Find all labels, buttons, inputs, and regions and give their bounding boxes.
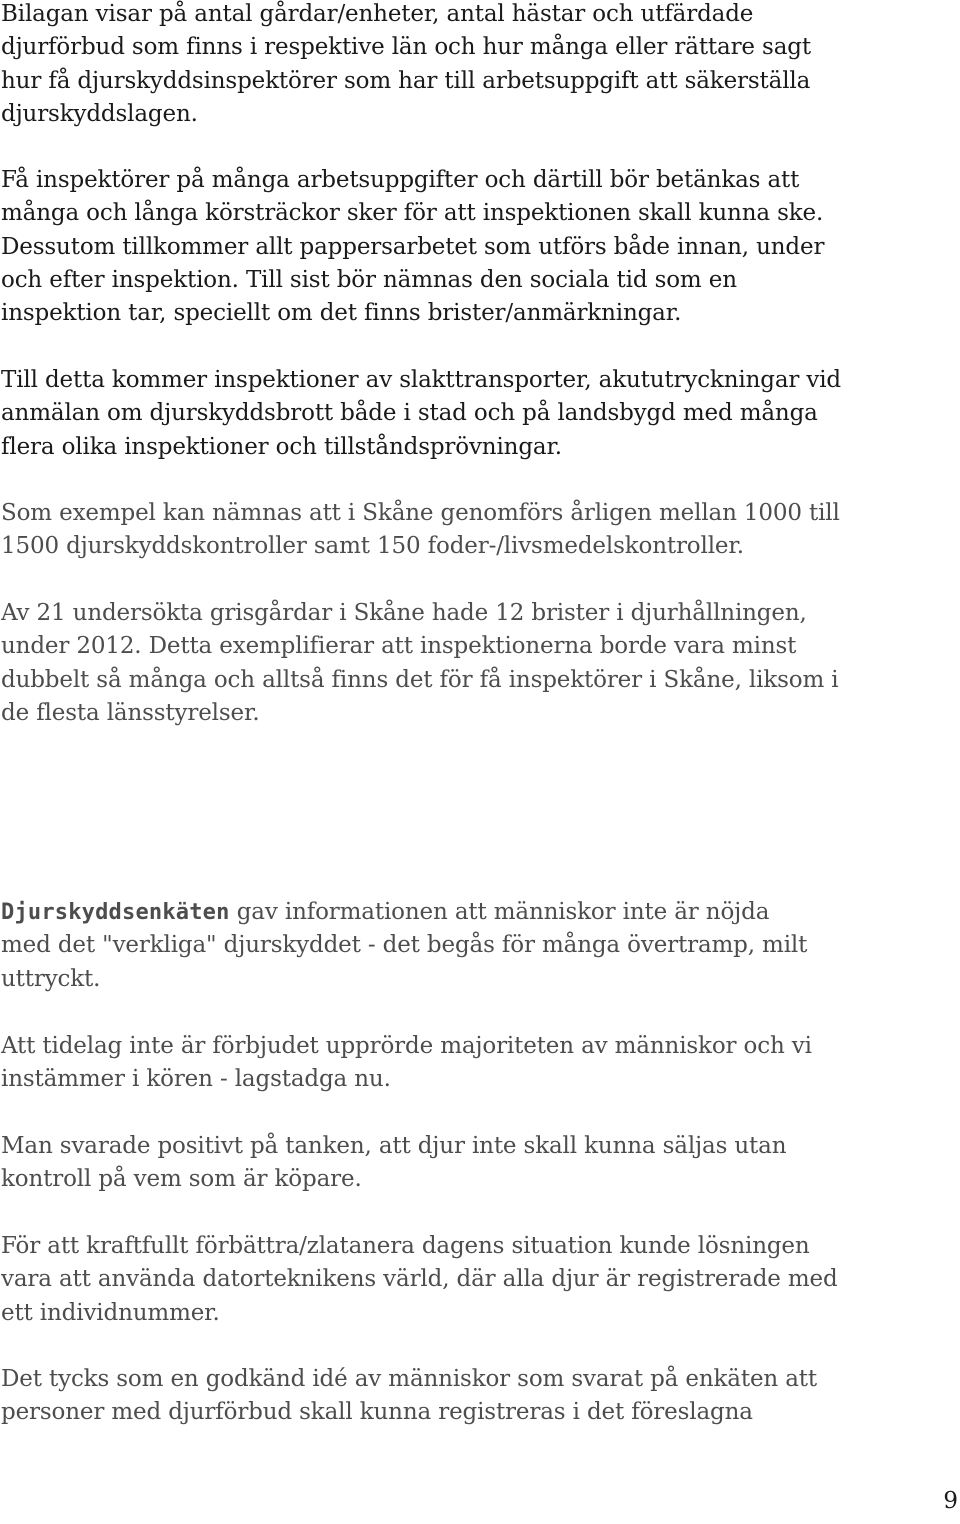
- text-line: uttryckt.: [1, 965, 101, 992]
- text-line: Som exempel kan nämnas att i Skåne genomförs årligen mellan 1000 till: [1, 500, 840, 526]
- text-line: För att kraftfullt förbättra/zlatanera dagens situation kunde lösningen: [1, 1233, 810, 1259]
- text-line: med det "verkliga" djurskyddet - det begås för många övertramp, milt: [1, 932, 808, 959]
- text-line: Man svarade positivt på tanken, att djur inte skall kunna säljas utan: [1, 1133, 787, 1159]
- paragraph-bilagan: [1, 0, 957, 131]
- text-line: Få inspektörer på många arbetsuppgifter och därtill bör betänkas att: [1, 167, 800, 193]
- text-line: kontroll på vem som är köpare.: [1, 1166, 362, 1193]
- text-line: hur få djurskyddsinspektörer som har till arbetsuppgift att säkerställa: [1, 67, 811, 94]
- text-line: många och långa körsträckor sker för att inspektionen skall kunna ske.: [1, 200, 824, 227]
- text-line: vara att använda datorteknikens värld, där alla djur är registrerade med: [1, 1266, 838, 1293]
- paragraph-grisgardar: [1, 597, 957, 730]
- paragraph-register: [1, 1363, 957, 1430]
- text-line: dubbelt så många och alltså finns det för få inspektörer i Skåne, liksom i: [1, 666, 839, 693]
- paragraph-slakttransporter: [1, 364, 957, 464]
- paragraph-datorteknik: [1, 1230, 957, 1330]
- paragraph-salja-djur: [1, 1130, 957, 1197]
- text-line: Dessutom tillkommer allt pappersarbetet som utförs både innan, under: [1, 233, 825, 260]
- text-line: Till detta kommer inspektioner av slakttransporter, akututryckningar vid: [1, 367, 842, 393]
- text-line: djurförbud som finns i respektive län och hur många eller rättare sagt: [1, 34, 811, 61]
- text-line: under 2012. Detta exemplifierar att inspektionerna borde vara minst: [1, 633, 797, 660]
- text-line: flera olika inspektioner och tillståndsprövningar.: [1, 433, 562, 460]
- text-line: Det tycks som en godkänd idé av människor som svarat på enkäten att: [1, 1366, 817, 1392]
- paragraph-djurskyddsenkaten: [1, 896, 957, 996]
- text-line: inspektion tar, speciellt om det finns brister/anmärkningar.: [1, 300, 682, 327]
- text-run: gav informationen att människor inte är nöjda: [229, 899, 770, 925]
- text-line: och efter inspektion. Till sist bör nämnas den sociala tid som en: [1, 266, 737, 293]
- text-line: personer med djurförbud skall kunna registreras i det föreslagna: [1, 1399, 753, 1426]
- text-line: de flesta länsstyrelser.: [1, 699, 260, 726]
- text-line: ett individnummer.: [1, 1299, 220, 1326]
- text-line: djurskyddslagen.: [1, 100, 198, 127]
- page-number: 9: [943, 1488, 958, 1514]
- paragraph-inspektorer: [1, 164, 957, 330]
- survey-name: Djurskyddsenkäten: [1, 900, 230, 925]
- text-line: instämmer i kören - lagstadga nu.: [1, 1066, 391, 1093]
- paragraph-skane-exempel: [1, 497, 957, 564]
- text-line: anmälan om djurskyddsbrott både i stad och på landsbygd med många: [1, 400, 818, 427]
- text-line: 1500 djurskyddskontroller samt 150 foder-/livsmedelskontroller.: [1, 533, 744, 560]
- text-line: Av 21 undersökta grisgårdar i Skåne hade 12 brister i djurhållningen,: [1, 600, 807, 626]
- text-line: [1, 896, 957, 929]
- text-line: Att tidelag inte är förbjudet upprörde majoriteten av människor och vi: [1, 1033, 812, 1059]
- text-line: Bilagan visar på antal gårdar/enheter, antal hästar och utfärdade: [1, 1, 754, 27]
- paragraph-tidelag: [1, 1030, 957, 1097]
